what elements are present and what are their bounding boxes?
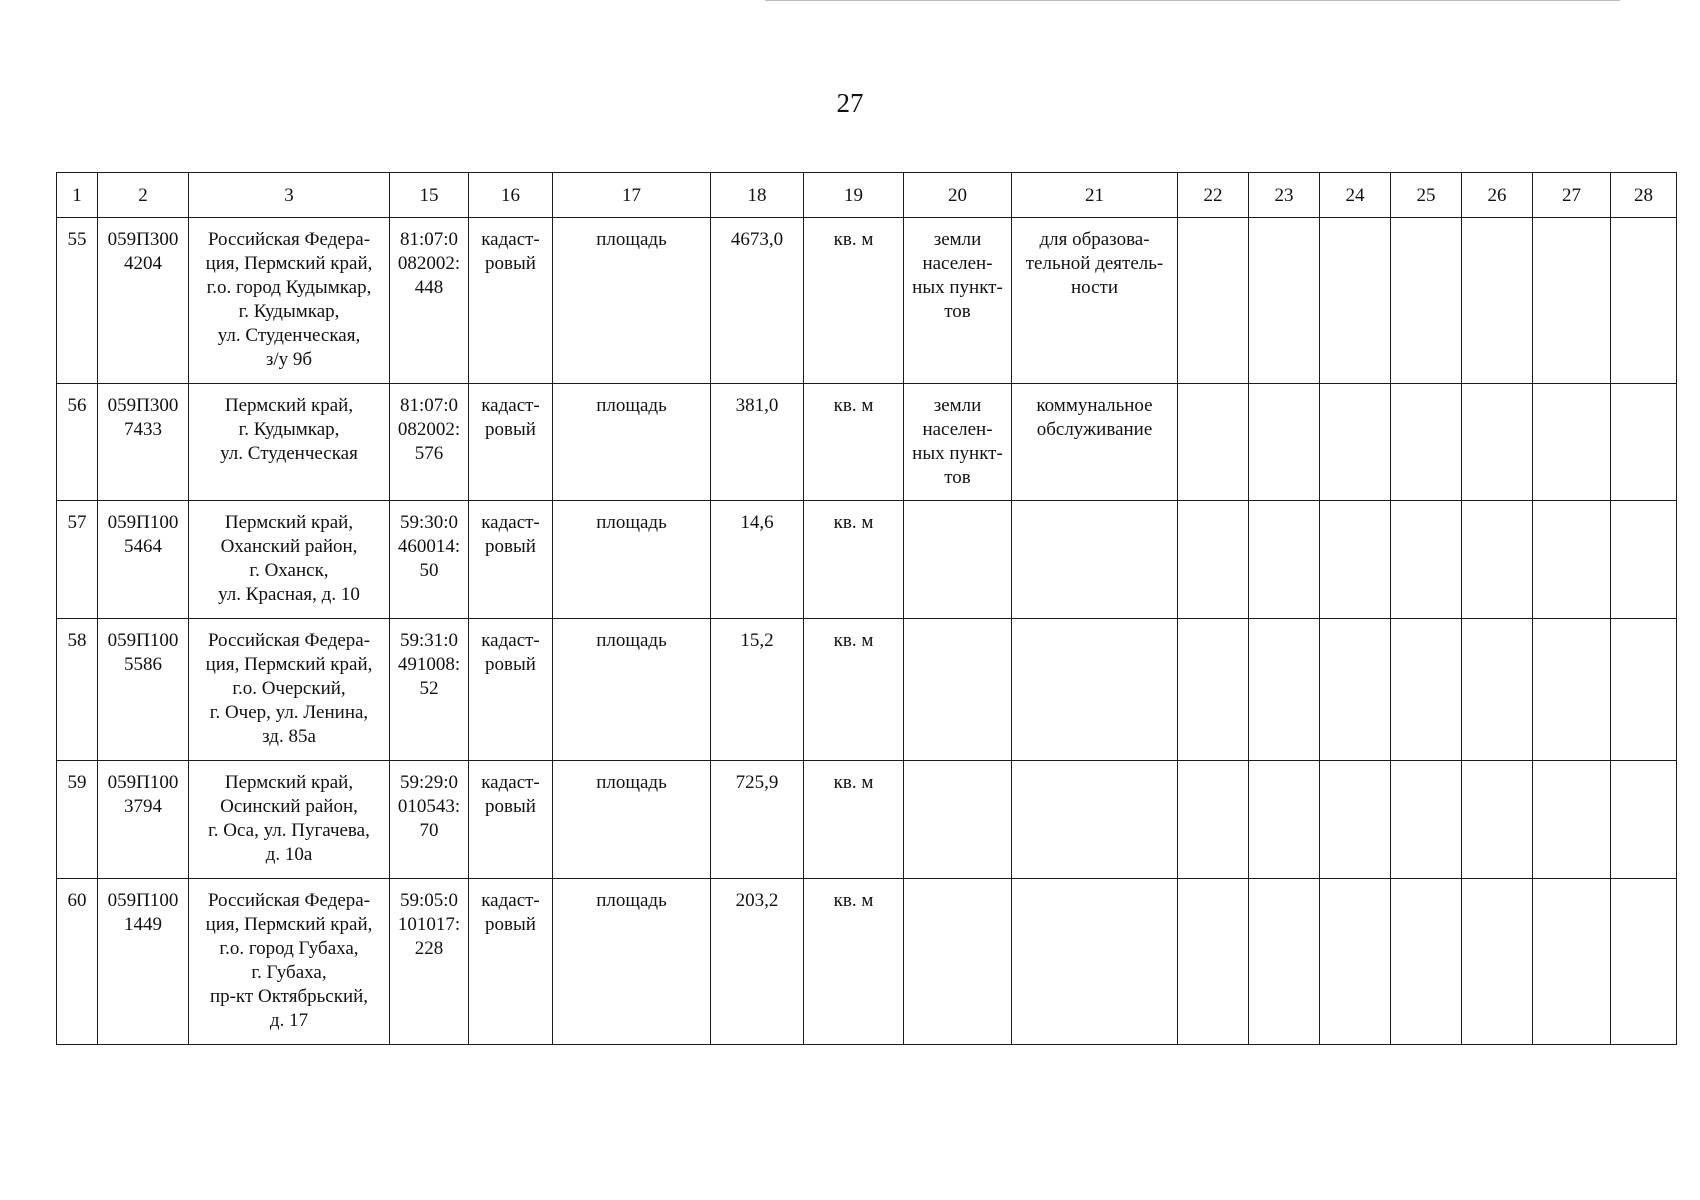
- column-header: 28: [1611, 173, 1677, 218]
- empty-cell-col-27: [1533, 619, 1611, 761]
- empty-cell-col-23: [1249, 501, 1320, 619]
- registry-table: [56, 172, 1677, 1045]
- column-header: 24: [1320, 173, 1391, 218]
- empty-cell-col-22: [1178, 619, 1249, 761]
- empty-cell-col-27: [1533, 501, 1611, 619]
- column-header: 21: [1012, 173, 1178, 218]
- registry-id: 059П100 3794: [98, 761, 189, 879]
- empty-cell-col-25: [1391, 384, 1462, 501]
- empty-cell-col-25: [1391, 501, 1462, 619]
- empty-cell-col-28: [1611, 761, 1677, 879]
- row-number: 56: [57, 384, 98, 501]
- empty-cell-col-26: [1462, 384, 1533, 501]
- row-number: 58: [57, 619, 98, 761]
- characteristic-value: 15,2: [711, 619, 804, 761]
- registry-id: 059П100 5464: [98, 501, 189, 619]
- characteristic-value: 381,0: [711, 384, 804, 501]
- empty-cell-col-22: [1178, 218, 1249, 384]
- cadastral-number: 81:07:0 082002: 576: [390, 384, 469, 501]
- empty-cell-col-28: [1611, 619, 1677, 761]
- object-address: Пермский край, Осинский район, г. Оса, ул. Пугачева, д. 10а: [189, 761, 390, 879]
- column-header: 1: [57, 173, 98, 218]
- permitted-use: [1012, 501, 1178, 619]
- permitted-use: коммунальное обслуживание: [1012, 384, 1178, 501]
- empty-cell-col-28: [1611, 879, 1677, 1045]
- top-rule: [765, 0, 1620, 1]
- unit-of-measure: кв. м: [804, 879, 904, 1045]
- table-row: [57, 879, 1677, 1045]
- cadastral-number: 59:31:0 491008: 52: [390, 619, 469, 761]
- characteristic-name: площадь: [553, 218, 711, 384]
- column-header: 17: [553, 173, 711, 218]
- column-header: 22: [1178, 173, 1249, 218]
- empty-cell-col-28: [1611, 218, 1677, 384]
- cadastral-number: 59:05:0 101017: 228: [390, 879, 469, 1045]
- column-header: 19: [804, 173, 904, 218]
- registry-id: 059П300 7433: [98, 384, 189, 501]
- row-number: 57: [57, 501, 98, 619]
- land-category: [904, 501, 1012, 619]
- empty-cell-col-26: [1462, 501, 1533, 619]
- number-type: кадаст- ровый: [469, 501, 553, 619]
- empty-cell-col-26: [1462, 218, 1533, 384]
- characteristic-name: площадь: [553, 761, 711, 879]
- column-header: 16: [469, 173, 553, 218]
- page-number: 27: [836, 88, 864, 118]
- permitted-use: [1012, 761, 1178, 879]
- characteristic-value: 725,9: [711, 761, 804, 879]
- empty-cell-col-25: [1391, 761, 1462, 879]
- empty-cell-col-27: [1533, 218, 1611, 384]
- empty-cell-col-24: [1320, 619, 1391, 761]
- column-header: 3: [189, 173, 390, 218]
- empty-cell-col-23: [1249, 879, 1320, 1045]
- column-header: 15: [390, 173, 469, 218]
- empty-cell-col-28: [1611, 501, 1677, 619]
- permitted-use: для образова- тельной деятель- ности: [1012, 218, 1178, 384]
- characteristic-value: 203,2: [711, 879, 804, 1045]
- land-category: земли населен- ных пункт- тов: [904, 384, 1012, 501]
- column-header: 23: [1249, 173, 1320, 218]
- column-header: 27: [1533, 173, 1611, 218]
- unit-of-measure: кв. м: [804, 384, 904, 501]
- table-row: [57, 218, 1677, 384]
- characteristic-name: площадь: [553, 879, 711, 1045]
- characteristic-value: 4673,0: [711, 218, 804, 384]
- characteristic-name: площадь: [553, 619, 711, 761]
- permitted-use: [1012, 879, 1178, 1045]
- table-row: [57, 501, 1677, 619]
- table-row: [57, 619, 1677, 761]
- column-header: 2: [98, 173, 189, 218]
- column-header: 20: [904, 173, 1012, 218]
- column-header: 25: [1391, 173, 1462, 218]
- empty-cell-col-25: [1391, 879, 1462, 1045]
- empty-cell-col-26: [1462, 761, 1533, 879]
- row-number: 55: [57, 218, 98, 384]
- empty-cell-col-23: [1249, 218, 1320, 384]
- empty-cell-col-23: [1249, 384, 1320, 501]
- land-category: [904, 761, 1012, 879]
- empty-cell-col-25: [1391, 619, 1462, 761]
- number-type: кадаст- ровый: [469, 879, 553, 1045]
- empty-cell-col-24: [1320, 879, 1391, 1045]
- land-category: [904, 619, 1012, 761]
- empty-cell-col-26: [1462, 619, 1533, 761]
- characteristic-value: 14,6: [711, 501, 804, 619]
- number-type: кадаст- ровый: [469, 619, 553, 761]
- column-header: 26: [1462, 173, 1533, 218]
- empty-cell-col-24: [1320, 218, 1391, 384]
- unit-of-measure: кв. м: [804, 761, 904, 879]
- empty-cell-col-28: [1611, 384, 1677, 501]
- permitted-use: [1012, 619, 1178, 761]
- land-category: земли населен- ных пункт- тов: [904, 218, 1012, 384]
- empty-cell-col-24: [1320, 501, 1391, 619]
- cadastral-number: 59:29:0 010543: 70: [390, 761, 469, 879]
- empty-cell-col-23: [1249, 761, 1320, 879]
- registry-id: 059П300 4204: [98, 218, 189, 384]
- row-number: 59: [57, 761, 98, 879]
- empty-cell-col-22: [1178, 501, 1249, 619]
- object-address: Пермский край, Оханский район, г. Оханск, ул. Красная, д. 10: [189, 501, 390, 619]
- cadastral-number: 59:30:0 460014: 50: [390, 501, 469, 619]
- empty-cell-col-22: [1178, 879, 1249, 1045]
- empty-cell-col-25: [1391, 218, 1462, 384]
- empty-cell-col-22: [1178, 761, 1249, 879]
- cadastral-number: 81:07:0 082002: 448: [390, 218, 469, 384]
- empty-cell-col-23: [1249, 619, 1320, 761]
- characteristic-name: площадь: [553, 384, 711, 501]
- registry-id: 059П100 5586: [98, 619, 189, 761]
- registry-id: 059П100 1449: [98, 879, 189, 1045]
- empty-cell-col-27: [1533, 879, 1611, 1045]
- number-type: кадаст- ровый: [469, 384, 553, 501]
- row-number: 60: [57, 879, 98, 1045]
- table-row: [57, 761, 1677, 879]
- unit-of-measure: кв. м: [804, 501, 904, 619]
- unit-of-measure: кв. м: [804, 619, 904, 761]
- empty-cell-col-26: [1462, 879, 1533, 1045]
- object-address: Российская Федера- ция, Пермский край, г.о. Очерский, г. Очер, ул. Ленина, зд. 85а: [189, 619, 390, 761]
- number-type: кадаст- ровый: [469, 218, 553, 384]
- header-row: [57, 173, 1677, 218]
- object-address: Российская Федера- ция, Пермский край, г.о. город Губаха, г. Губаха, пр-кт Октябрьский, д. 17: [189, 879, 390, 1045]
- characteristic-name: площадь: [553, 501, 711, 619]
- object-address: Пермский край, г. Кудымкар, ул. Студенческая: [189, 384, 390, 501]
- land-category: [904, 879, 1012, 1045]
- empty-cell-col-27: [1533, 761, 1611, 879]
- object-address: Российская Федера- ция, Пермский край, г.о. город Кудымкар, г. Кудымкар, ул. Студенческая, з/у 9б: [189, 218, 390, 384]
- unit-of-measure: кв. м: [804, 218, 904, 384]
- column-header: 18: [711, 173, 804, 218]
- number-type: кадаст- ровый: [469, 761, 553, 879]
- table-row: [57, 384, 1677, 501]
- empty-cell-col-24: [1320, 761, 1391, 879]
- empty-cell-col-24: [1320, 384, 1391, 501]
- empty-cell-col-22: [1178, 384, 1249, 501]
- empty-cell-col-27: [1533, 384, 1611, 501]
